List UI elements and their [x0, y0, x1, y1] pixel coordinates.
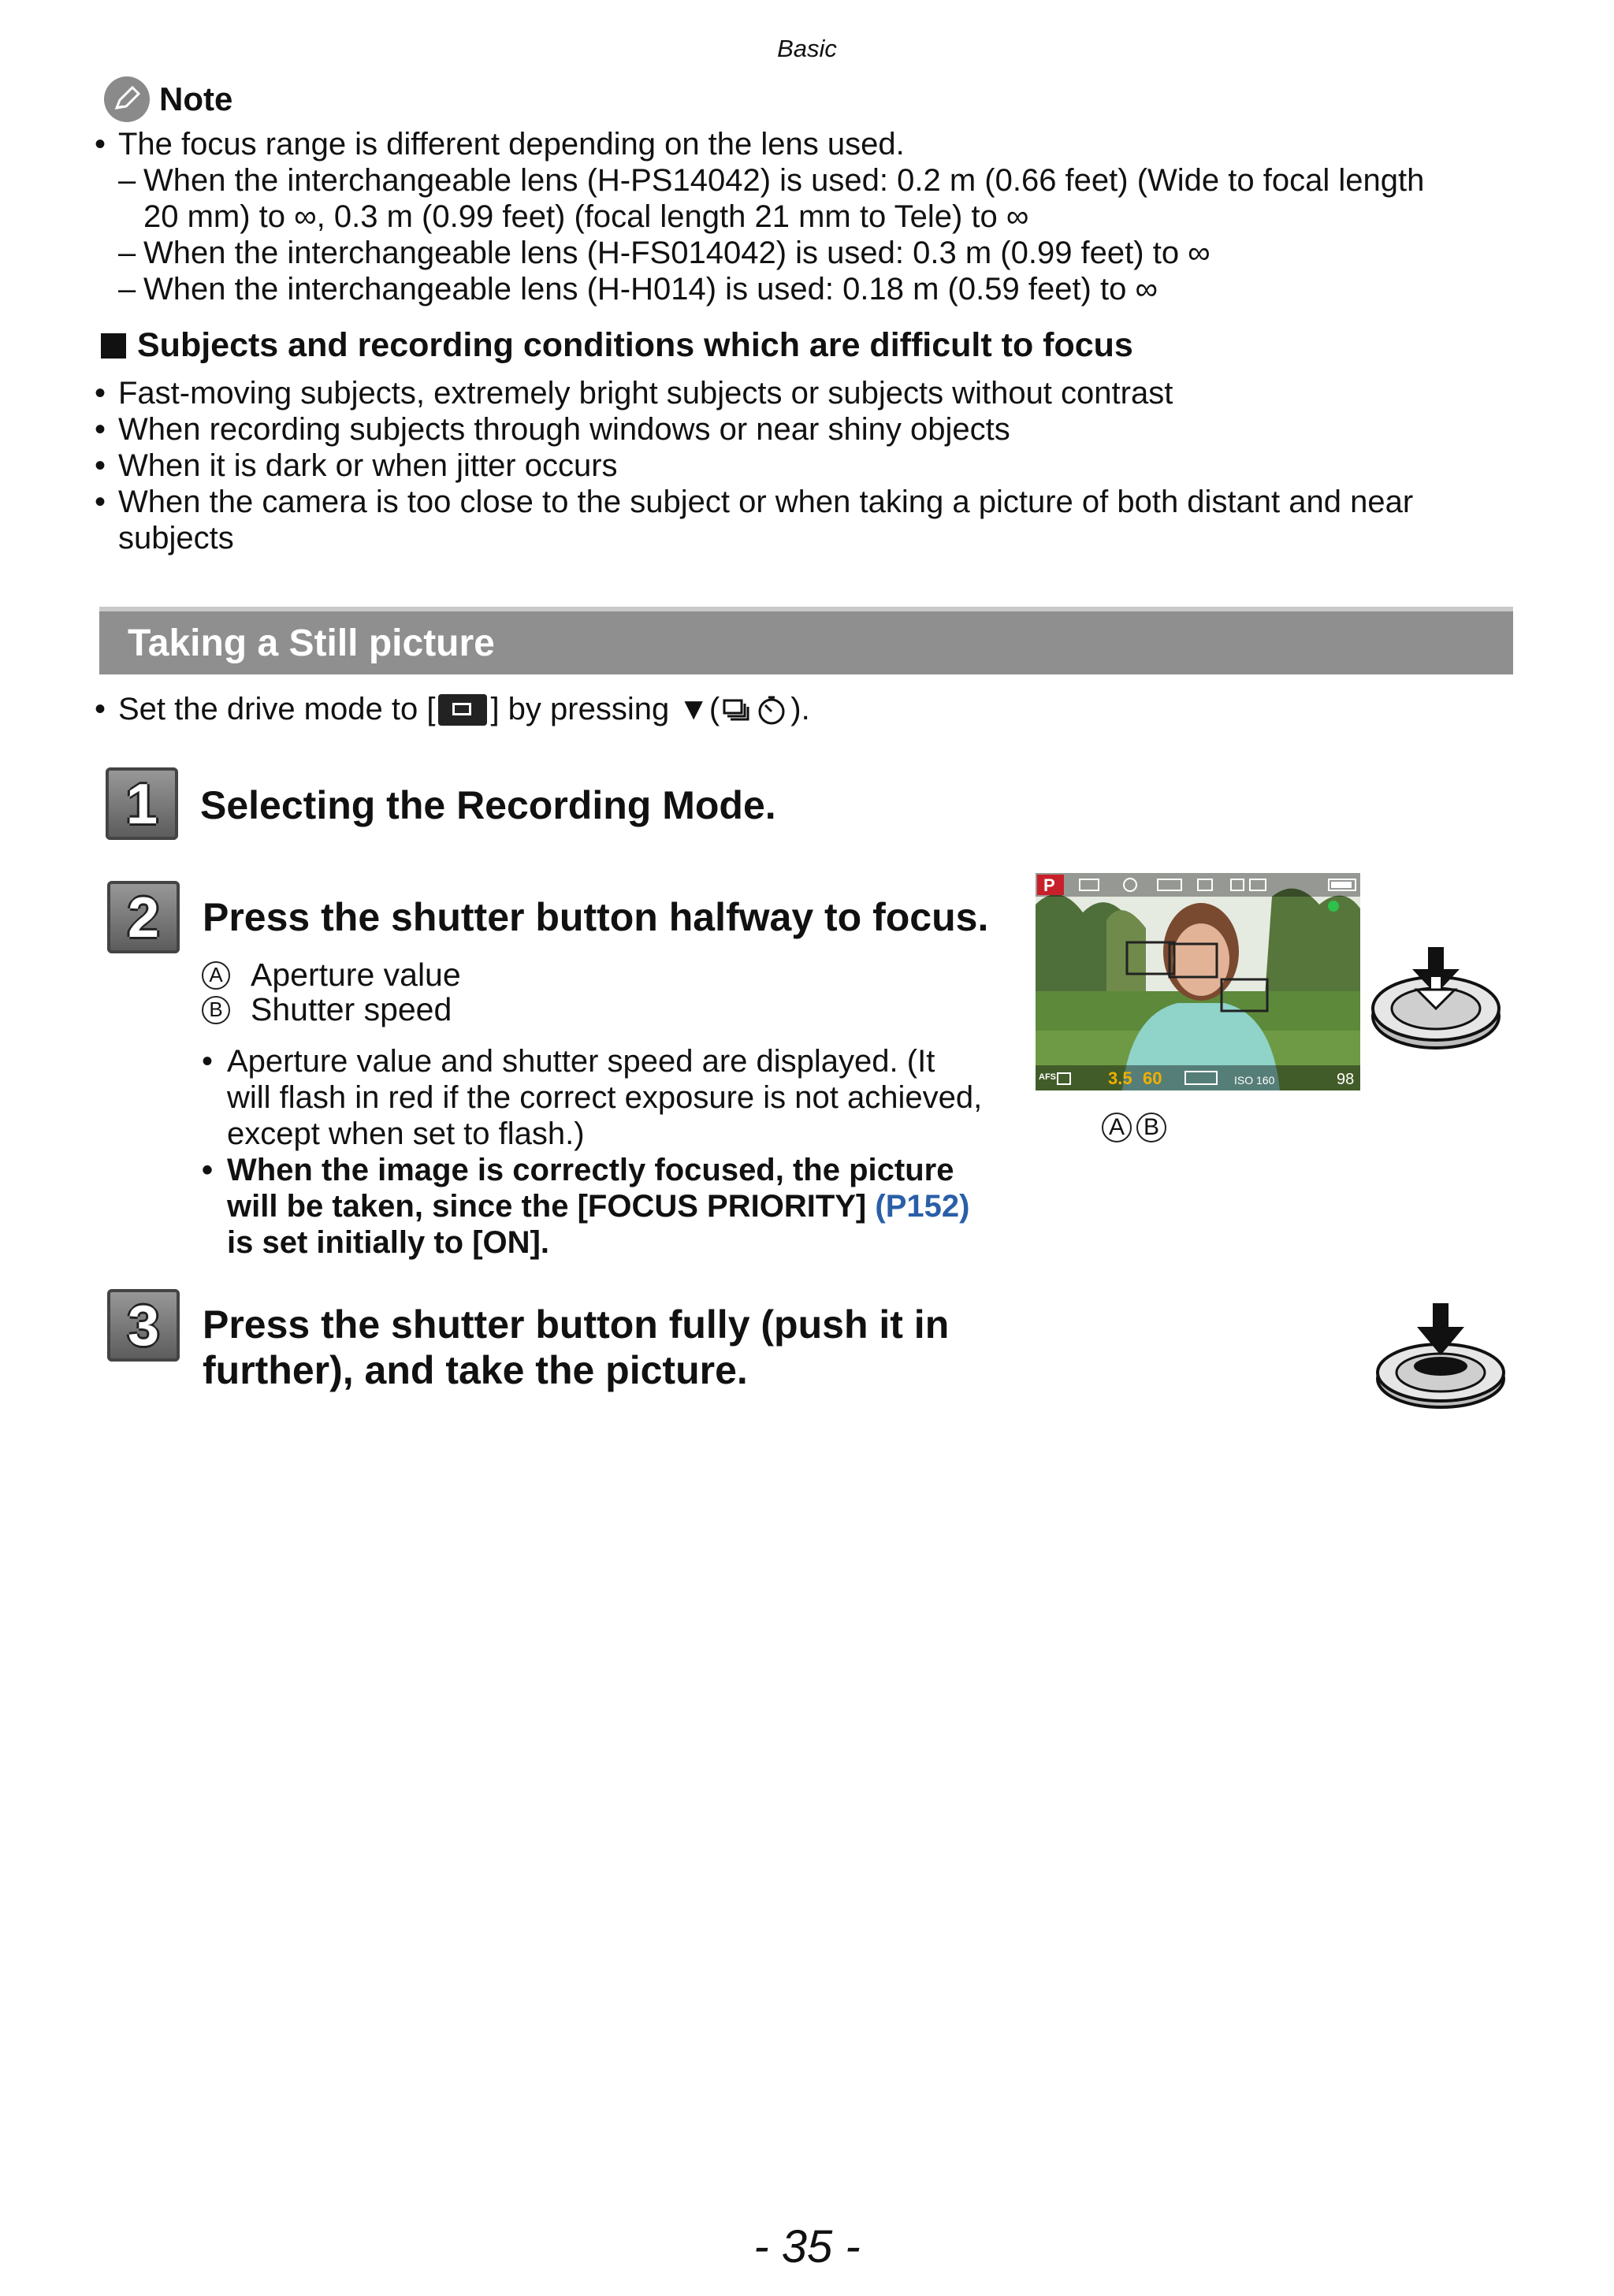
note-list: [95, 126, 1513, 307]
step-2-badge: 2: [107, 881, 180, 953]
difficult-focus-list: [95, 375, 1513, 556]
label-a-marker: A: [202, 961, 230, 990]
screen-label-b: B: [1136, 1113, 1166, 1142]
drive-mode-instruction: • Set the drive mode to [ ] by pressing ▼( ).: [95, 692, 810, 726]
label-shutter: B Shutter speed: [202, 991, 452, 1028]
list-item: • The focus range is different depending on the lens used.: [95, 127, 905, 162]
list-item-continued: 20 mm) to ∞, 0.3 m (0.99 feet) (focal length 21 mm to Tele) to ∞: [143, 199, 1029, 234]
list-item: • When it is dark or when jitter occurs: [95, 448, 618, 483]
list-item-continued: subjects: [118, 521, 234, 555]
step-2-notes: [202, 1043, 1021, 1261]
list-item: • When recording subjects through windows or near shiny objects: [95, 412, 1010, 447]
page-header: Basic: [777, 35, 837, 62]
step-1-badge: 1: [106, 767, 178, 840]
screen-label-a: A: [1102, 1113, 1132, 1142]
step-3-badge: 3: [107, 1289, 180, 1362]
shutter-full-press-icon: [1373, 1300, 1508, 1410]
label-aperture: A Aperture value: [202, 957, 461, 994]
step-3-title-line: further), and take the picture.: [203, 1348, 748, 1392]
list-item-continued: will flash in red if the correct exposure is not achieved,: [227, 1080, 983, 1115]
section-title-bar: [99, 611, 1513, 674]
svg-text:3.5: 3.5: [1108, 1068, 1132, 1088]
camera-preview-photo: [1036, 873, 1360, 1090]
list-item: – When the interchangeable lens (H-PS14042) is used: 0.2 m (0.66 feet) (Wide to focal length: [118, 163, 1425, 198]
list-item: • When the image is correctly focused, the picture: [202, 1153, 954, 1187]
page-link-p152[interactable]: (P152): [875, 1189, 970, 1224]
list-item-continued: will be taken, since the [FOCUS PRIORITY] (P152): [227, 1189, 970, 1224]
step-1-title: Selecting the Recording Mode.: [200, 783, 776, 827]
step-3-title: [203, 1302, 949, 1393]
note-pencil-icon: [104, 76, 150, 122]
list-item-continued: is set initially to [ON].: [227, 1225, 549, 1260]
camera-screen-image: [1036, 873, 1360, 1090]
note-heading: [104, 76, 232, 123]
burst-self-timer-icon: [721, 693, 789, 727]
shutter-halfway-icon: [1368, 946, 1504, 1056]
single-drive-icon: [438, 694, 487, 726]
page-number: - 35 -: [753, 2221, 861, 2272]
list-item: • When the camera is too close to the subject or when taking a picture of both distant and near: [95, 485, 1414, 519]
list-item: – When the interchangeable lens (H-H014) is used: 0.18 m (0.59 feet) to ∞: [118, 272, 1158, 307]
list-item: • Fast-moving subjects, extremely bright subjects or subjects without contrast: [95, 376, 1173, 411]
list-item: • Aperture value and shutter speed are displayed. (It: [202, 1044, 935, 1079]
svg-text:ISO 160: ISO 160: [1234, 1074, 1275, 1087]
svg-text:60: 60: [1143, 1068, 1162, 1088]
list-item-continued: except when set to flash.): [227, 1116, 585, 1151]
step-3-title-line: Press the shutter button fully (push it in: [203, 1302, 950, 1347]
difficult-focus-heading: Subjects and recording conditions which are difficult to focus: [101, 326, 1133, 365]
square-bullet-icon: [101, 333, 126, 359]
label-b-marker: B: [202, 996, 230, 1024]
note-title: Note: [159, 80, 233, 117]
svg-text:AFS: AFS: [1039, 1072, 1056, 1082]
section-title: Taking a Still picture: [128, 622, 495, 664]
svg-text:P: P: [1043, 875, 1055, 895]
list-item: – When the interchangeable lens (H-FS014042) is used: 0.3 m (0.99 feet) to ∞: [118, 236, 1210, 270]
svg-text:98: 98: [1337, 1071, 1355, 1088]
step-2-title: Press the shutter button halfway to focus.: [203, 895, 989, 939]
